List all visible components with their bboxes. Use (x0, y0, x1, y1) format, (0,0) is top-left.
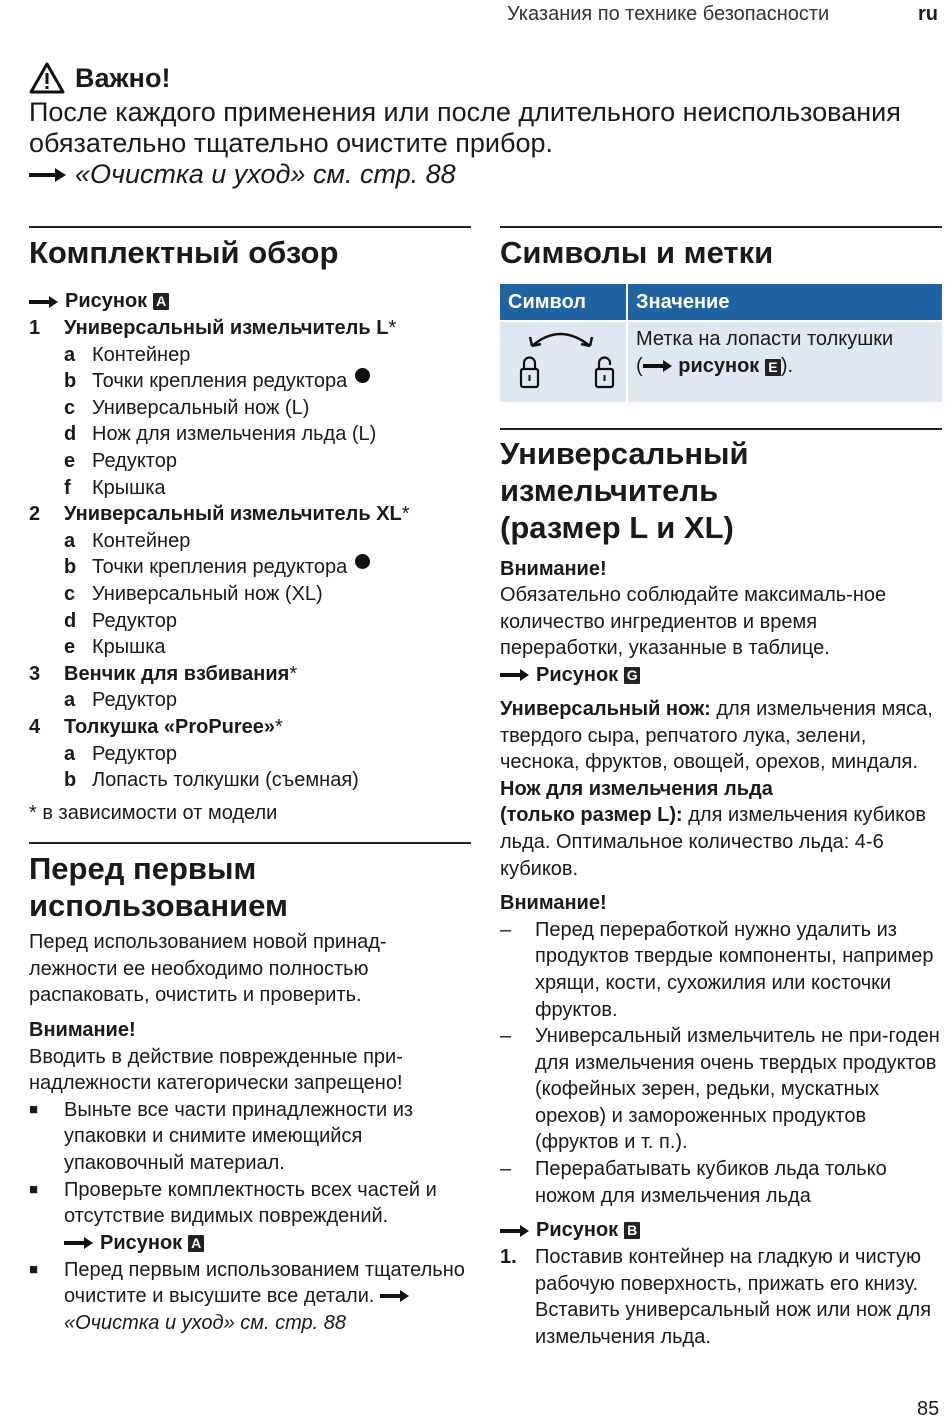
meaning-text: Метка на лопасти толкушки (636, 328, 894, 350)
step-number: 1. (500, 1246, 517, 1269)
subitem-text: Редуктор (92, 742, 177, 765)
overview-list (29, 315, 471, 794)
figure-ref-label: рисунок (678, 354, 760, 377)
subitem-letter: e (64, 449, 76, 472)
arrow-right-icon (64, 1236, 94, 1250)
first-use-bullet (29, 1177, 471, 1257)
attachment-dot-icon (355, 368, 370, 383)
caution-text: Универсальный измельчитель не при-годен для измельчения очень твердых продуктов (кофейных зерен, редьки, мускатных орехов) и замороженных продуктов (фруктов и т. п.). (535, 1025, 940, 1154)
subitem-letter: f (64, 476, 71, 499)
bullet-text-main: Проверьте комплектность всех частей и отсутствие видимых повреждений. (64, 1178, 437, 1228)
section-divider (29, 226, 471, 228)
symbols-heading: Символы и метки (500, 235, 774, 270)
item-number: 4 (29, 715, 41, 738)
overview-subitem (29, 475, 471, 502)
warning-title-row (29, 62, 929, 94)
section-divider (500, 428, 942, 430)
arrow-right-icon (500, 1224, 530, 1238)
chopper-attention2-label: Внимание! (500, 892, 607, 915)
step-text: Поставив контейнер на гладкую и чистую рабочую поверхность, прижать его книзу. Вставить универсальный нож или нож для измельчения льда. (535, 1246, 932, 1349)
section-divider (500, 226, 942, 228)
subitem-letter: d (64, 609, 77, 632)
subitem-text: Универсальный нож (L) (92, 396, 310, 419)
square-bullet-icon: ■ (29, 1260, 39, 1278)
ice-label-line2: (только размер L): (500, 804, 683, 827)
subitem-text: Контейнер (92, 343, 191, 366)
column-header-meaning: Значение (628, 284, 942, 320)
subitem-text: Редуктор (92, 449, 177, 472)
overview-subitem (29, 421, 471, 448)
warning-text: После каждого применения или после длительного неиспользования обязательно тщательно очистите прибор. (29, 97, 901, 158)
arrow-right-icon (643, 359, 673, 373)
figure-ref-label: Рисунок (65, 290, 148, 312)
overview-subitem (29, 767, 471, 794)
subitem-text: Контейнер (92, 529, 191, 552)
subitem-letter: b (64, 556, 77, 579)
overview-subitem (29, 342, 471, 369)
first-use-heading: Перед первым использованием (29, 851, 288, 924)
overview-item (29, 661, 471, 688)
overview-subitem (29, 395, 471, 422)
subitem-text: Точки крепления редуктора (92, 556, 348, 579)
subitem-text: Универсальный нож (XL) (92, 582, 323, 605)
item-star: * (275, 715, 283, 738)
table-header-row (500, 284, 942, 320)
warning-title: Важно! (75, 63, 171, 93)
square-bullet-icon: ■ (29, 1100, 39, 1118)
meaning-cell (628, 322, 942, 402)
arrow-right-icon (29, 166, 67, 184)
overview-subitem (29, 368, 471, 395)
item-number: 1 (29, 317, 41, 339)
subitem-letter: c (64, 582, 76, 605)
chopper-heading: Универсальный измельчитель (размер L и XL) (500, 435, 749, 545)
overview-footnote: * в зависимости от модели (29, 801, 278, 824)
subitem-text: Крышка (92, 636, 166, 659)
caution-item (500, 1156, 942, 1209)
caution-text: Перед переработкой нужно удалить из продуктов твердые компоненты, например хрящи, кости, сухожилия или косточки фруктов. (535, 918, 934, 1021)
figure-badge: B (624, 1222, 640, 1239)
item-number: 2 (29, 503, 41, 526)
item-star: * (388, 317, 397, 339)
item-label: Венчик для взбивания (64, 662, 290, 685)
subitem-text: Редуктор (92, 609, 177, 632)
knife-text: для измельчения мяса, твердого сыра, репчатого лука, зелени, чеснока, фруктов, овощей, орехов, миндаля. (500, 697, 933, 774)
warning-ref-text: «Очистка и уход» см. стр. 88 (75, 159, 456, 189)
subitem-text: Редуктор (92, 689, 177, 712)
first-use-bullet (29, 1257, 471, 1337)
ice-knife-paragraph (500, 776, 942, 882)
overview-item (29, 501, 471, 528)
figure-badge: A (188, 1235, 204, 1252)
bullet-text: Выньте все части принадлежности из упаковки и снимите имеющийся упаковочный материал. (64, 1098, 414, 1175)
figure-ref-label: Рисунок (100, 1231, 183, 1254)
first-use-intro: Перед использованием новой принад-лежности ее необходимо полностью распаковать, очистить и проверить. (29, 931, 387, 1007)
item-star: * (289, 662, 298, 685)
overview-subitem (29, 448, 471, 475)
attachment-dot-icon (355, 554, 370, 569)
figure-badge: G (624, 667, 640, 684)
dash-marker: – (500, 1158, 512, 1181)
bullet-text-main: Перед первым использованием тщательно очистите и высушите все детали. (64, 1258, 465, 1308)
arrow-right-icon (500, 668, 530, 682)
left-column (29, 226, 471, 1337)
item-star: * (401, 503, 410, 526)
caution-text: Перерабатывать кубиков льда только ножом для измельчения льда (535, 1158, 887, 1207)
subitem-text: Крышка (92, 476, 166, 499)
figure-badge: A (153, 293, 169, 310)
item-label: Толкушка «ProPuree» (64, 715, 276, 738)
right-column (500, 226, 942, 1351)
table-row (500, 322, 942, 402)
subitem-letter: c (64, 396, 76, 419)
ice-text: для измельчения кубиков льда. Оптимальное количество льда: 4-6 кубиков. (500, 804, 926, 880)
chopper-figure-ref (500, 662, 942, 689)
chopper-attention-label: Внимание! (500, 557, 607, 580)
overview-subitem (29, 741, 471, 768)
caution-item (500, 1023, 942, 1156)
ice-label-line1: Нож для измельчения льда (500, 777, 773, 800)
language-code: ru (918, 3, 938, 25)
overview-subitem (29, 528, 471, 555)
square-bullet-icon: ■ (29, 1180, 39, 1198)
subitem-letter: a (64, 689, 76, 712)
figure-ref-label: Рисунок (536, 663, 619, 686)
running-header-title: Указания по технике безопасности (507, 3, 830, 25)
warning-cross-reference (29, 159, 929, 190)
first-use-attention-text: Вводить в действие поврежденные при-надлежности категорически запрещено! (29, 1045, 403, 1095)
meaning-ref: ( рисунок E ). (636, 354, 794, 377)
figure-badge: E (765, 359, 781, 376)
subitem-text: Нож для измельчения льда (L) (92, 423, 377, 446)
bullet-text (64, 1257, 471, 1337)
overview-subitem (29, 634, 471, 661)
column-header-symbol: Символ (500, 284, 626, 320)
subitem-text: Лопасть толкушки (съемная) (92, 769, 359, 792)
symbols-table (498, 282, 944, 404)
first-use-bullet (29, 1097, 471, 1177)
overview-subitem (29, 687, 471, 714)
item-label: Универсальный измельчитель L (64, 317, 389, 339)
warning-triangle-icon (29, 62, 65, 94)
subitem-letter: b (64, 769, 77, 792)
subitem-text: Точки крепления редуктора (92, 370, 348, 393)
knife-paragraph (500, 696, 942, 776)
page-number: 85 (917, 1398, 940, 1420)
item-number: 3 (29, 662, 41, 685)
item-label: Универсальный измельчитель XL (64, 503, 402, 526)
warning-block (29, 62, 929, 190)
subitem-letter: a (64, 529, 76, 552)
caution-item (500, 917, 942, 1023)
subitem-letter: e (64, 636, 76, 659)
first-use-attention-label: Внимание! (29, 1019, 136, 1042)
dash-marker: – (500, 918, 512, 941)
figure-ref-label: Рисунок (536, 1219, 619, 1242)
bullet-figure-ref (64, 1230, 471, 1257)
overview-subitem (29, 554, 471, 581)
step-item (500, 1244, 942, 1350)
overview-subitem (29, 608, 471, 635)
dash-marker: – (500, 1025, 512, 1048)
knife-label: Универсальный нож: (500, 697, 711, 720)
subitem-letter: a (64, 742, 76, 765)
subitem-letter: d (64, 423, 77, 446)
subitem-letter: a (64, 343, 76, 366)
overview-heading: Комплектный обзор (29, 235, 339, 270)
arrow-right-icon (380, 1289, 410, 1303)
bullet-cross-reference: «Очистка и уход» см. стр. 88 (64, 1312, 346, 1334)
overview-item (29, 315, 471, 342)
section-divider (29, 842, 471, 844)
lock-unlock-rotation-icon (504, 324, 616, 392)
subitem-letter: b (64, 370, 77, 393)
bullet-text (64, 1177, 471, 1257)
symbol-cell (500, 322, 626, 402)
chopper-figure-ref-2 (500, 1217, 942, 1244)
overview-item (29, 714, 471, 741)
arrow-right-icon (29, 295, 59, 309)
overview-subitem (29, 581, 471, 608)
chopper-attention-text: Обязательно соблюдайте максималь-ное количество ингредиентов и время переработки, указанные в таблице. (500, 584, 887, 660)
overview-figure-ref (29, 288, 471, 315)
